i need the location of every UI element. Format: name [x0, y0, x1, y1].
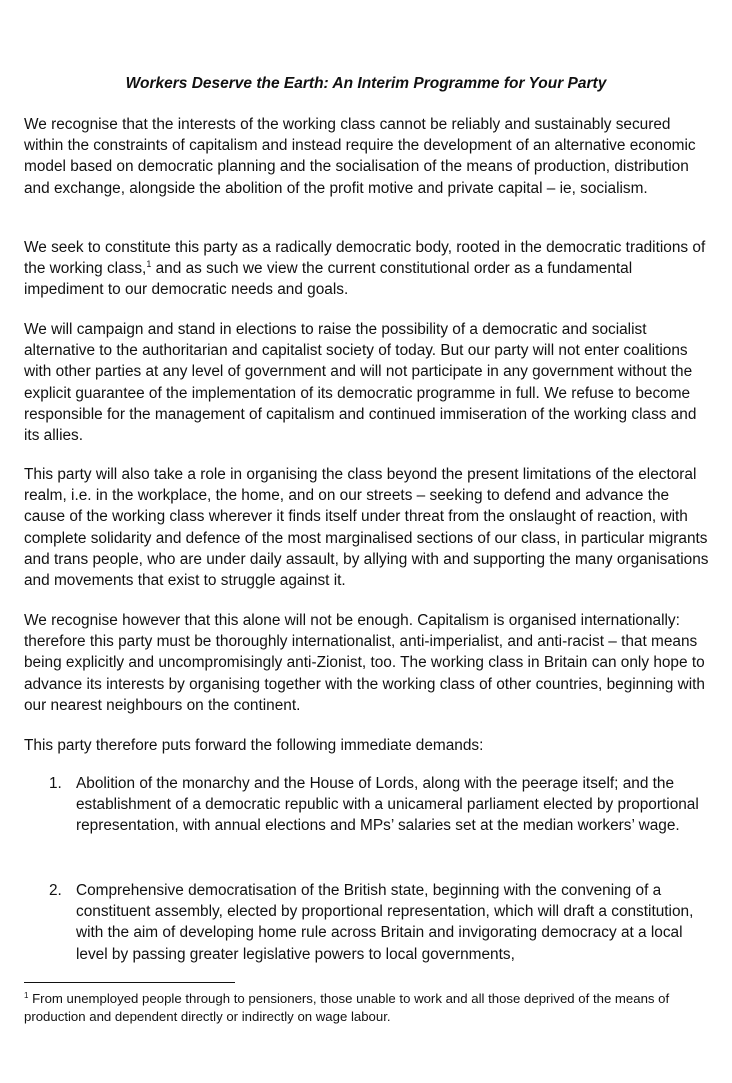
paragraph-organising: This party will also take a role in organising the class beyond the present limitations of the electoral realm, i.e. in the workplace, the home, and on our streets – seeking to defend and advance the cause of the working class wherever it finds itself under threat from the onslaught of reaction, with complete solidarity and defence of the most marginalised sections of our class, in particular migrants and trans people, who are under daily assault, by allying with and supporting the many organisations and movements that exist to struggle against it. — [24, 466, 709, 590]
footnote — [24, 990, 714, 1025]
footnote-marker: 1 — [24, 991, 29, 1000]
paragraph-text: and as such we view the current constitutional order as a fundamental impediment to our democratic needs and goals. — [24, 260, 633, 299]
footnote-text: From unemployed people through to pensioners, those unable to work and all those deprived of the means of production and dependent directly or indirectly on wage labour. — [24, 991, 670, 1024]
paragraph-socialism: We recognise that the interests of the working class cannot be reliably and sustainably secured within the constraints of capitalism and instead require the development of an alternative economic model based on democratic planning and the socialisation of the means of production, distribution and exchange, alongside the abolition of the profit motive and private capital – ie, socialism. — [24, 116, 696, 197]
paragraph-demands-intro: This party therefore puts forward the following immediate demands: — [24, 737, 484, 754]
list-item-text: Abolition of the monarchy and the House of Lords, along with the peerage itself; and the establishment of a democratic republic with a unicameral parliament elected by proportional representation, with annual elections and MPs’ salaries set at the median workers’ wage. — [76, 775, 699, 835]
footnote-divider — [24, 982, 235, 983]
paragraph-internationalism: We recognise however that this alone will not be enough. Capitalism is organised internationally: therefore this party must be thoroughly internationalist, anti-imperialist, and anti-racist – that means being explicitly and uncompromisingly anti-Zionist, too. The working class in Britain can only hope to advance its interests by organising together with the working class of other countries, beginning with our nearest neighbours on the continent. — [24, 612, 705, 714]
document-title: Workers Deserve the Earth: An Interim Programme for Your Party — [125, 75, 607, 92]
footnote-reference: 1 — [146, 259, 152, 270]
list-item-text: Comprehensive democratisation of the British state, beginning with the convening of a constituent assembly, elected by proportional representation, which will draft a constitution, with the aim of developing home rule across Britain and invigorating democracy at a local level by passing greater legislative powers to local governments, — [76, 882, 694, 963]
paragraph-democratic-body — [24, 237, 714, 301]
list-number: 2. — [49, 882, 62, 899]
list-number: 1. — [49, 775, 62, 792]
paragraph-text: We seek to constitute this party as a radically democratic body, rooted in the democratic traditions of the working class, — [24, 239, 706, 278]
paragraph-elections: We will campaign and stand in elections to raise the possibility of a democratic and socialist alternative to the authoritarian and capitalist society of today. But our party will not enter coalitions with other parties at any level of government and will not participate in any government without the explicit guarantee of the implementation of its democratic programme in full. We refuse to become responsible for the management of capitalism and continued immiseration of the working class and its allies. — [24, 321, 697, 445]
